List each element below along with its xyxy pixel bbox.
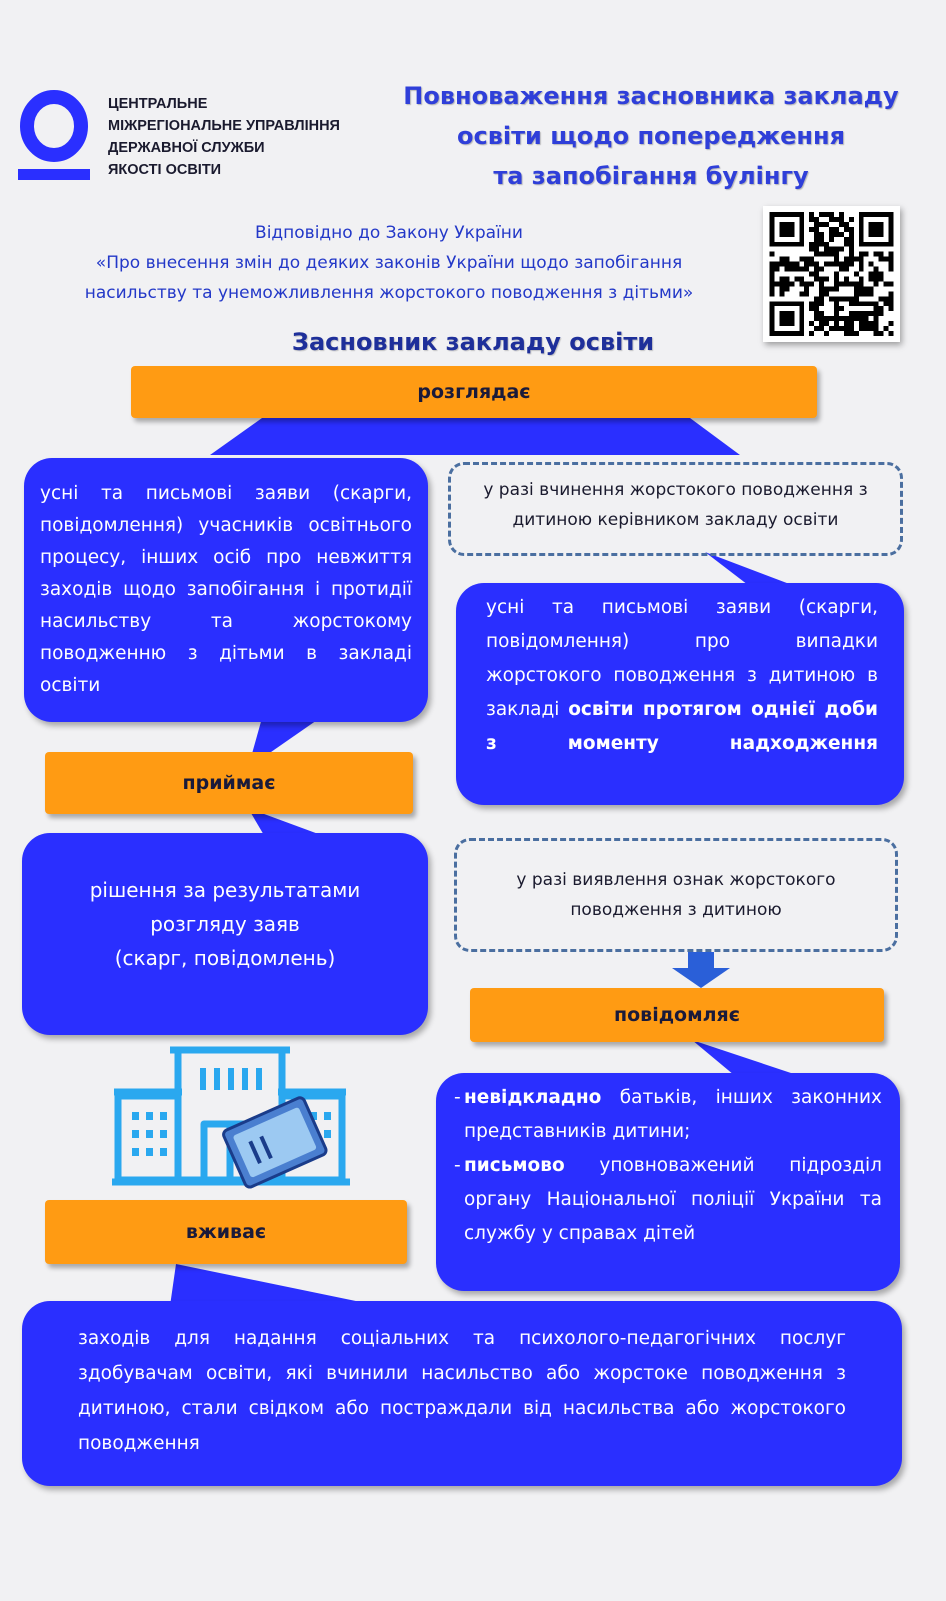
label-accepts: приймає bbox=[45, 752, 413, 814]
decision-line: розгляду заяв bbox=[150, 912, 300, 936]
founder-heading: Засновник закладу освіти bbox=[291, 328, 655, 356]
complaints-box bbox=[456, 583, 904, 805]
org-line: МІЖРЕГІОНАЛЬНЕ УПРАВЛІННЯ bbox=[108, 118, 340, 134]
condition-head-abuse: у разі вчинення жорстокого поводження з дитиною керівником закладу освіти bbox=[448, 462, 903, 556]
decision-line: рішення за результатами bbox=[89, 878, 361, 902]
list-text bbox=[464, 1149, 882, 1251]
document-icon bbox=[222, 1096, 328, 1188]
considers-pointer bbox=[210, 418, 740, 455]
title-line: освіти щодо попередження bbox=[457, 122, 845, 150]
org-line: ЯКОСТІ ОСВІТИ bbox=[108, 162, 222, 178]
down-arrow-icon bbox=[672, 952, 730, 988]
list-bold: невідкладно bbox=[464, 1087, 602, 1108]
org-line: ДЕРЖАВНОЇ СЛУЖБИ bbox=[108, 140, 265, 156]
ring-logo-icon bbox=[18, 86, 90, 184]
label-takes: вживає bbox=[45, 1200, 407, 1264]
list-text bbox=[464, 1081, 882, 1149]
list-dash: - bbox=[454, 1087, 461, 1108]
label-considers: розглядає bbox=[131, 366, 817, 418]
condition-signs-abuse: у разі виявлення ознак жорстокого поводження з дитиною bbox=[454, 838, 898, 952]
law-line: «Про внесення змін до деяких законів України щодо запобігання bbox=[95, 253, 683, 273]
list-rest: уповноважений підрозділ органу Національної поліції України та службу у справах дітей bbox=[464, 1155, 882, 1244]
law-reference bbox=[18, 218, 760, 308]
org-line: ЦЕНТРАЛЬНЕ bbox=[108, 96, 208, 112]
decision-line: (скарг, повідомлень) bbox=[114, 946, 336, 970]
organization-name bbox=[108, 93, 408, 181]
list-rest: батьків, інших законних представників дитини; bbox=[464, 1087, 882, 1142]
complaints-text: усні та письмові заяви (скарги, повідомлення) про випадки жорстокого поводження з дитиною в закладі bbox=[486, 597, 878, 720]
title-line: Повноваження засновника закладу bbox=[403, 82, 899, 110]
statements-box: усні та письмові заяви (скарги, повідомлення) учасників освітнього процесу, інших осіб про невжиття заходів щодо запобігання і протидії насильству та жорстокому поводженню з дітьми в закладі освіти bbox=[24, 458, 428, 722]
measures-box: заходів для надання соціальних та психолого-педагогічних послуг здобувачам освіти, які вчинили насильство або жорстоке поводження з дитиною, стали свідком або постраждали від насильства або жорстокого поводження bbox=[22, 1301, 902, 1486]
qr-code-icon[interactable] bbox=[763, 206, 900, 342]
list-item bbox=[454, 1081, 882, 1149]
law-line: Відповідно до Закону України bbox=[255, 223, 523, 243]
box5-pointer bbox=[170, 1264, 380, 1306]
decision-box bbox=[22, 833, 428, 1035]
law-line: насильству та унеможливлення жорстокого поводження з дітьми» bbox=[84, 283, 694, 303]
list-item bbox=[454, 1149, 882, 1251]
school-building-icon bbox=[112, 1040, 352, 1220]
complaints-deadline: освіти протягом однієї доби з моменту надходження bbox=[486, 699, 878, 754]
page-title bbox=[372, 76, 930, 196]
notification-box bbox=[436, 1073, 900, 1291]
list-bold: письмово bbox=[464, 1155, 565, 1176]
title-line: та запобігання булінгу bbox=[493, 162, 809, 190]
list-dash: - bbox=[454, 1155, 461, 1176]
label-notifies: повідомляє bbox=[470, 988, 884, 1042]
